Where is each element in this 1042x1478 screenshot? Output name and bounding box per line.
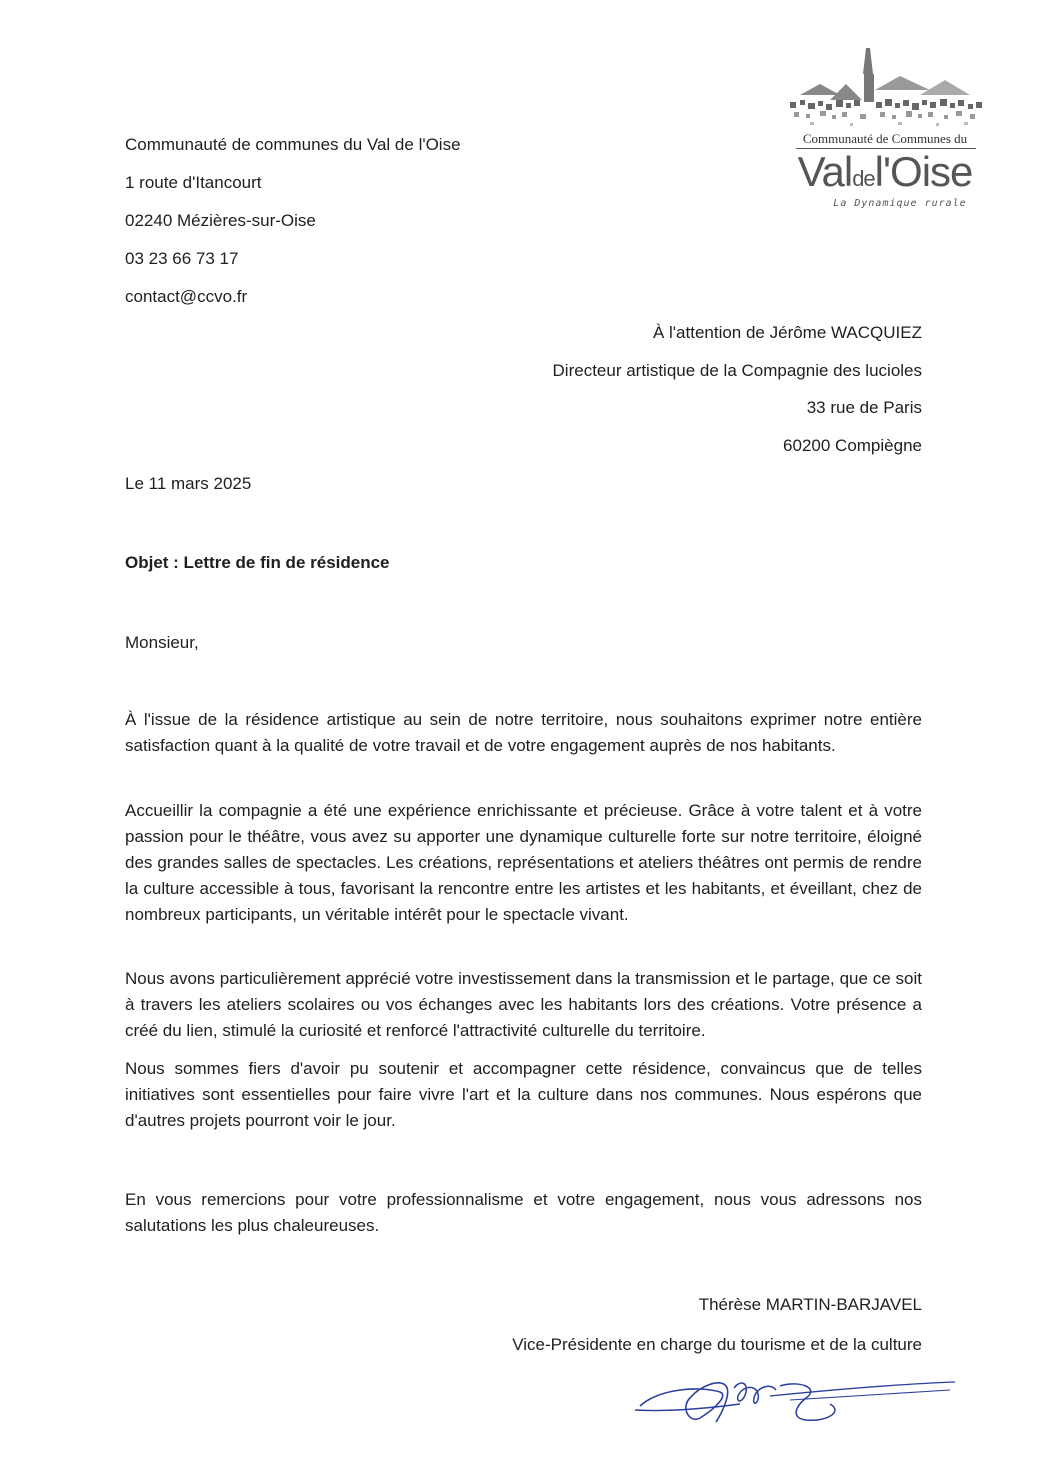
letter-date: Le 11 mars 2025 [125,474,252,493]
letter-salutation: Monsieur, [125,633,199,652]
body-paragraph-3: Nous avons particulièrement apprécié votre investissement dans la transmission et le partage, que ce soit à travers les ateliers scolaires ou vos échanges avec les habitants lors des créations. Votre présence a créé du lien, stimulé la curiosité et renforcé l'attractivité culturelle du territoire. [125,969,922,1040]
recipient-city: 60200 Compiègne [783,436,922,455]
logo-word-de: de [852,166,875,191]
sender-name: Communauté de communes du Val de l'Oise [125,135,461,154]
sender-address: 1 route d'Itancourt [125,173,262,192]
body-paragraph-4: Nous sommes fiers d'avoir pu soutenir et accompagner cette résidence, convaincus que de telles initiatives sont essentielles pour faire vivre l'art et la culture dans nos communes. Nous espérons que d'autres projets pourront voir le jour. [125,1059,922,1130]
body-paragraph-2: Accueillir la compagnie a été une expérience enrichissante et précieuse. Grâce à votre talent et à votre passion pour le théâtre, vous avez su apporter une dynamique culturelle forte sur notre territoire, éloigné des grandes salles de spectacles. Les créations, représentations et ateliers théâtres ont permis de rendre la culture accessible à tous, favorisant la rencontre entre les artistes et les habitants, et éveillant, chez de nombreux participants, un véritable intérêt pour le spectacle vivant. [125,801,922,924]
closing-paragraph: En vous remercions pour votre professionnalisme et votre engagement, nous vous adressons nos salutations les plus chaleureuses. [125,1190,922,1235]
logo-subtitle: Communauté de Communes du [802,131,968,146]
sender-email: contact@ccvo.fr [125,287,248,306]
logo-wordmark [780,148,990,196]
village-skyline-icon [780,40,990,130]
logo-tagline: La Dynamique rurale [833,198,967,209]
signatory-name: Thérèse MARTIN-BARJAVEL [698,1295,922,1314]
signatory-role: Vice-Présidente en charge du tourisme et de la culture [512,1335,922,1354]
sender-city: 02240 Mézières-sur-Oise [125,211,316,230]
recipient-title: Directeur artistique de la Compagnie des lucioles [552,361,922,380]
sender-phone: 03 23 66 73 17 [125,249,239,268]
logo-word-oise: l'Oise [874,148,973,195]
recipient-street: 33 rue de Paris [806,398,922,417]
recipient-attention: À l'attention de Jérôme WACQUIEZ [652,323,922,342]
ccvo-logo [780,40,990,220]
logo-word-val: Val [797,148,853,195]
letter-subject: Objet : Lettre de fin de résidence [125,553,390,572]
body-paragraph-1: À l'issue de la résidence artistique au sein de notre territoire, nous souhaitons exprimer notre entière satisfaction quant à la qualité de votre travail et de votre engagement auprès de nos habitants. [125,710,922,755]
handwritten-signature [630,1368,960,1433]
